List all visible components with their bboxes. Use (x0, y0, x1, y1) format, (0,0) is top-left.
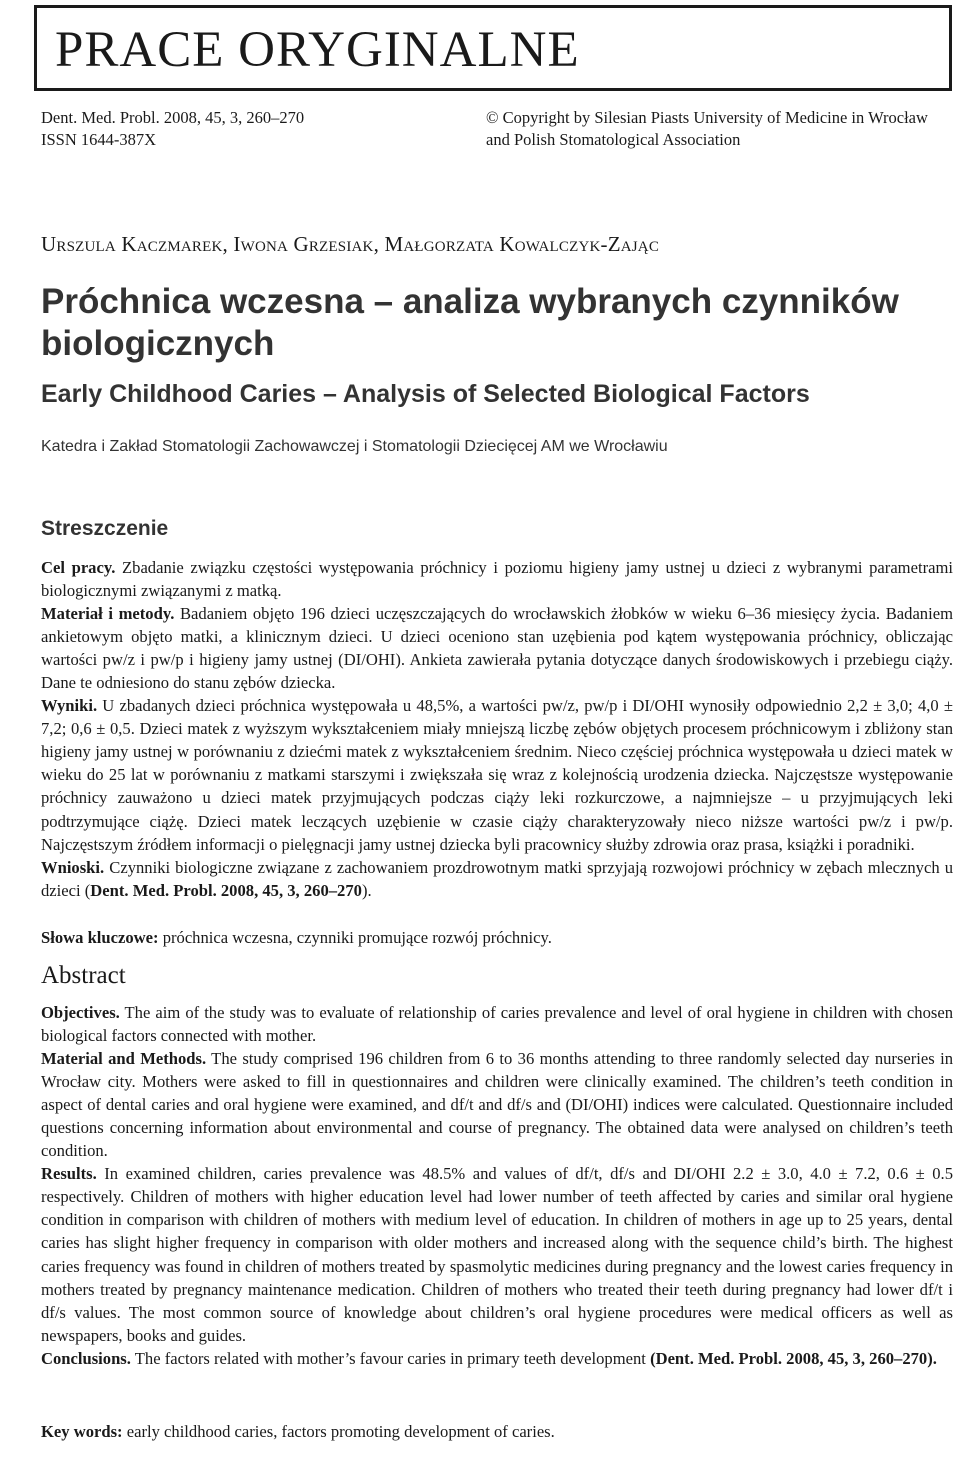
cel-label: Cel pracy. (41, 558, 116, 577)
copyright-line2: and Polish Stomatological Association (486, 130, 741, 149)
streszczenie-body (41, 556, 953, 902)
objectives-paragraph: Objectives. The aim of the study was to evaluate of relationship of caries prevalence and level of oral hygiene in children with chosen biological factors connected with mother. (41, 1003, 953, 1046)
results-label: Results. (41, 1164, 97, 1184)
abstract-body (41, 1001, 953, 1370)
objectives-label: Objectives. (41, 1003, 120, 1022)
conclusions-label: Conclusions. (41, 1348, 131, 1368)
wyniki-paragraph: Wyniki. U zbadanych dzieci próchnica występowała u 48,5%, a wartości pw/z, pw/p i DI/OHI wynosiły odpowiednio 2,2 ± 3,0; 4,0 ± 7,2; 0,6 ± 0,5. Dzieci matek z wyższym wykształceniem miały mniejszą liczbę zębów objętych procesem próchnicowym i zbliżony stan higieny jamy ustnej w porównaniu z dziećmi matek z wykształceniem średnim. Nieco częściej próchnica występowała u dzieci matek w wieku do 25 lat w porównaniu z matkami starszymi i zwiększała się wraz z kolejnością urodzenia dziecka. Najczęstsze występowanie próchnicy zauważono u dzieci matek przyjmujących podczas ciąży leki rozkurczowe, a najmniejsze – u przyjmujących leki podtrzymujące ciążę. Dzieci matek leczących uzębienie w czasie ciąży charakteryzowały nieco niższe wartości pw/z i pw/p. Najczęstszym źródłem informacji o pielęgnacji jamy ustnej dziecka byli pracownicy służby zdrowia oraz prasa, książki i poradniki. (41, 696, 953, 854)
cel-paragraph: Cel pracy. Zbadanie związku częstości występowania próchnicy i poziomu higieny jamy ustnej u dzieci z wybranymi parametrami biologicznymi związanymi z matką. (41, 558, 953, 601)
methods-paragraph: Material and Methods. The study comprised 196 children from 6 to 36 months attending to three randomly selected day nurseries in Wrocław city. Mothers were asked to fill in questionnaires and children were clinically examined. The children’s teeth condition in aspect of dental caries and oral hygiene were examined, and df/t and df/s and (DI/OHI) indices were calculated. Questionnaire included questions concerning information about environmental and course of pregnancy. The obtained data were analysed on children’s teeth condition. (41, 1049, 953, 1161)
material-label: Materiał i metody. (41, 604, 175, 624)
issn: ISSN 1644-387X (41, 130, 157, 149)
keywords-en-label: Key words: (41, 1422, 123, 1441)
citation: Dent. Med. Probl. 2008, 45, 3, 260–270 (41, 108, 305, 127)
wnioski-citation: Dent. Med. Probl. 2008, 45, 3, 260–270 (90, 880, 362, 900)
keywords-pl: Słowa kluczowe: próchnica wczesna, czynniki promujące rozwój próchnicy. (41, 928, 552, 947)
citation-block (41, 107, 304, 151)
keywords-pl-label: Słowa kluczowe: (41, 928, 159, 947)
keywords-en: Key words: early childhood caries, factors promoting development of caries. (41, 1422, 555, 1441)
wyniki-label: Wyniki. (41, 696, 98, 716)
copyright-block (486, 107, 928, 151)
methods-label: Material and Methods. (41, 1049, 207, 1069)
copyright-line1: © Copyright by Silesian Piasts University of Medicine in Wrocław (486, 108, 928, 127)
streszczenie-heading: Streszczenie (41, 517, 169, 540)
title-english: Early Childhood Caries – Analysis of Selected Biological Factors (41, 380, 810, 408)
header-box (34, 5, 952, 91)
affiliation: Katedra i Zakład Stomatologii Zachowawczej i Stomatologii Dziecięcej AM we Wrocławiu (41, 438, 668, 455)
title-polish: Próchnica wczesna – analiza wybranych czynników biologicznych (41, 282, 899, 363)
authors: Urszula Kaczmarek, Iwona Grzesiak, Małgorzata Kowalczyk-Zając (41, 232, 660, 256)
conclusions-paragraph: Conclusions. The factors related with mother’s favour caries in primary teeth development (Dent. Med. Probl. 2008, 45, 3, 260–270). (41, 1348, 937, 1368)
material-paragraph: Materiał i metody. Badaniem objęto 196 dzieci uczęszczających do wrocławskich żłobków w wieku 6–36 miesięcy życia. Badaniem ankietowym objęto matki, a klinicznym dzieci. U dzieci oceniono stan uzębienia pod kątem występowania próchnicy, obliczając wartości pw/z i pw/p i higieny jamy ustnej (DI/OHI). Ankieta zawierała pytania dotyczące danych środowiskowych i przebiegu ciąży. Dane te odniesiono do stanu zębów dziecka. (41, 604, 953, 693)
conclusions-citation: (Dent. Med. Probl. 2008, 45, 3, 260–270). (650, 1348, 937, 1368)
abstract-heading: Abstract (41, 962, 126, 989)
wnioski-label: Wnioski. (41, 857, 105, 877)
section-header-title: PRACE ORYGINALNE (55, 22, 580, 78)
wnioski-paragraph: Wnioski. Czynniki biologiczne związane z zachowaniem prozdrowotnym matki sprzyjają rozwojowi próchnicy w zębach mlecznych u dzieci (Dent. Med. Probl. 2008, 45, 3, 260–270). (41, 857, 953, 900)
results-paragraph: Results. In examined children, caries prevalence was 48.5% and values of df/t, df/s and DI/OHI 2.2 ± 3.0, 4.0 ± 7.2, 0.6 ± 0.5 respectively. Children of mothers with higher education level had lower number of teeth affected by caries and similar oral hygiene condition in comparison with children of mothers with medium level of education. In children of mothers in age up to 25 years, dental caries has slight higher frequency in comparison with older mothers and increased along with the sequence child’s birth. The highest caries frequency was found in children of mothers treated by spasmolytic medicines during pregnancy and the lowest caries frequency in mothers treated by pregnancy maintenance medication. Children of mothers who treated their teeth during pregnancy had lower df/t i df/s values. The most common source of knowledge about children’s oral hygiene procedures were medical officers as well as newspapers, books and guides. (41, 1164, 953, 1345)
